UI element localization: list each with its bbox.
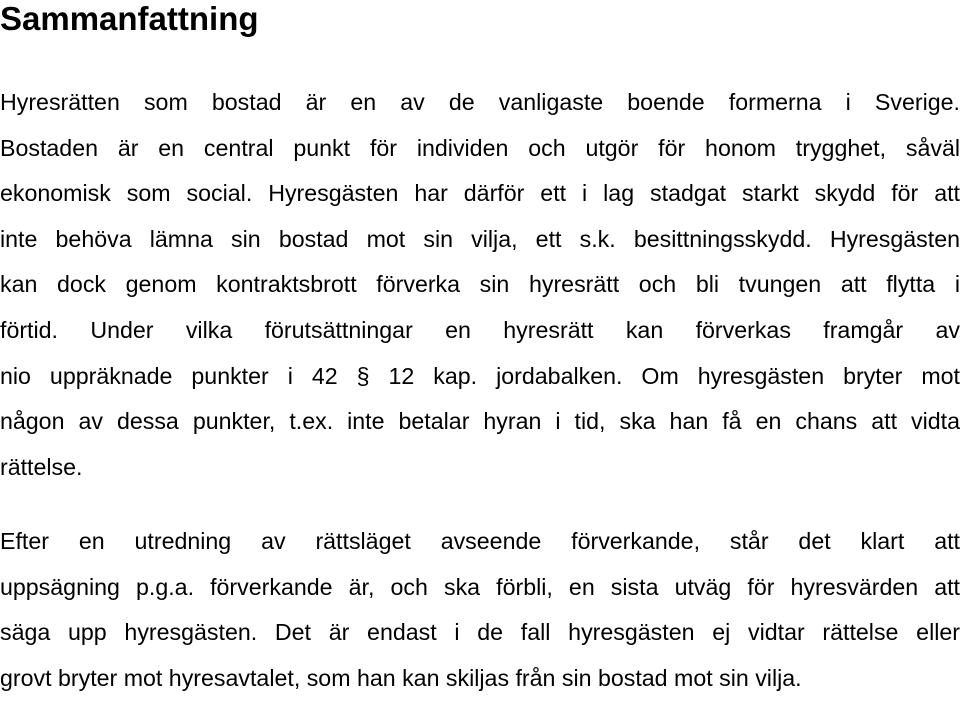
text-line: förtid. Under vilka förutsättningar en hyresrätt kan förverkas framgår av (0, 316, 960, 343)
text-line: nio uppräknade punkter i 42 § 12 kap. jordabalken. Om hyresgästen bryter mot (0, 362, 960, 389)
text-line: Efter en utredning av rättsläget avseende förverkande, står det klart att (0, 528, 960, 554)
text-line: någon av dessa punkter, t.ex. inte betalar hyran i tid, ska han få en chans att vidta (0, 408, 960, 435)
text-line: grovt bryter mot hyresavtalet, som han kan skiljas från sin bostad mot sin vilja. (0, 664, 802, 691)
text-line: ekonomisk som social. Hyresgästen har därför ett i lag stadgat starkt skydd för att (0, 180, 960, 207)
text-line: kan dock genom kontraktsbrott förverka sin hyresrätt och bli tvungen att flytta i (0, 271, 960, 298)
text-line: rättelse. (0, 453, 83, 480)
paragraph-conclusion (0, 519, 960, 701)
summary-heading: Sammanfattning (0, 0, 259, 37)
text-line: Bostaden är en central punkt för individen och utgör för honom trygghet, såväl (0, 134, 960, 161)
text-line: Hyresrätten som bostad är en av de vanligaste boende formerna i Sverige. (0, 89, 960, 115)
text-line: säga upp hyresgästen. Det är endast i de fall hyresgästen ej vidtar rättelse eller (0, 619, 960, 646)
text-line: uppsägning p.g.a. förverkande är, och ska förbli, en sista utväg för hyresvärden att (0, 573, 960, 600)
text-line: inte behöva lämna sin bostad mot sin vilja, ett s.k. besittningsskydd. Hyresgästen (0, 225, 960, 252)
paragraph-intro (0, 80, 960, 490)
